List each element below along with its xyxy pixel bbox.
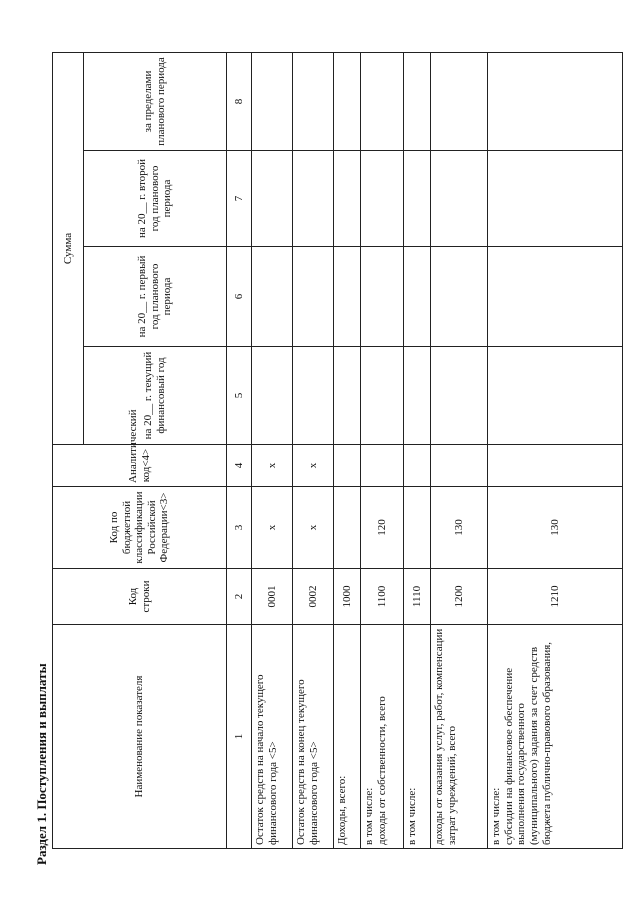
sum-cell — [488, 247, 623, 347]
row-code: 1200 — [431, 569, 488, 625]
sum-cell — [488, 151, 623, 247]
budget-code: x — [293, 487, 334, 569]
section-title: Раздел 1. Поступления и выплаты — [34, 663, 49, 865]
sum-cell — [293, 247, 334, 347]
col-number: 3 — [227, 487, 252, 569]
col-number: 6 — [227, 247, 252, 347]
sum-cell — [252, 52, 293, 150]
sum-cell — [293, 151, 334, 247]
table-row — [361, 52, 404, 848]
budget-code — [334, 487, 361, 569]
row-code: 1100 — [361, 569, 404, 625]
indicator-name: доходы от оказания услуг, работ, компенсации затрат учреждений, всего — [431, 625, 488, 849]
sum-cell — [334, 52, 361, 150]
sum-cell — [404, 247, 431, 347]
indicator-name: в том числе: субсидии на финансовое обеспечение выполнения государственного (муниципального) задания за счет средств бюджета публично-правового образования, — [488, 625, 623, 849]
indicator-name: Остаток средств на начало текущего финансового года <5> — [252, 625, 293, 849]
col-number: 8 — [227, 52, 252, 150]
budget-code: 130 — [431, 487, 488, 569]
row-code: 0001 — [252, 569, 293, 625]
table-row — [431, 52, 488, 848]
analytic-code — [404, 445, 431, 487]
header-sum-second-plan-year: на 20__ г. второй год планового периода — [84, 151, 227, 247]
receipts-payments-table — [52, 52, 623, 849]
header-analytical-code: Аналитический код<4> — [53, 445, 227, 487]
analytic-code — [361, 445, 404, 487]
header-budget-classification-code: Код по бюджетной классификации Российской Федерации<3> — [53, 487, 227, 569]
sum-cell — [488, 52, 623, 150]
sum-cell — [488, 347, 623, 445]
row-code: 0002 — [293, 569, 334, 625]
analytic-code — [488, 445, 623, 487]
indicator-name: Доходы, всего: — [334, 625, 361, 849]
header-sum-first-plan-year: на 20__ г. первый год планового периода — [84, 247, 227, 347]
header-row-code: Код строки — [53, 569, 227, 625]
sum-cell — [252, 151, 293, 247]
sum-cell — [431, 151, 488, 247]
sum-cell — [361, 347, 404, 445]
sum-cell — [361, 151, 404, 247]
indicator-name: в том числе: — [404, 625, 431, 849]
sum-cell — [252, 247, 293, 347]
sum-cell — [293, 347, 334, 445]
header-sum: Сумма — [53, 52, 84, 444]
sum-cell — [361, 52, 404, 150]
col-number: 5 — [227, 347, 252, 445]
col-number: 1 — [227, 625, 252, 849]
sum-cell — [252, 347, 293, 445]
sum-cell — [361, 247, 404, 347]
table-row — [488, 52, 623, 848]
budget-code: 130 — [488, 487, 623, 569]
sum-cell — [404, 347, 431, 445]
table-row — [293, 52, 334, 848]
indicator-name: Остаток средств на конец текущего финансового года <5> — [293, 625, 334, 849]
sum-cell — [431, 52, 488, 150]
analytic-code: x — [293, 445, 334, 487]
sum-cell — [293, 52, 334, 150]
table-row — [404, 52, 431, 848]
row-code: 1110 — [404, 569, 431, 625]
row-code: 1000 — [334, 569, 361, 625]
row-code: 1210 — [488, 569, 623, 625]
sum-cell — [334, 247, 361, 347]
indicator-name: в том числе: доходы от собственности, всего — [361, 625, 404, 849]
budget-code: x — [252, 487, 293, 569]
analytic-code — [334, 445, 361, 487]
sum-cell — [431, 347, 488, 445]
budget-code: 120 — [361, 487, 404, 569]
analytic-code — [431, 445, 488, 487]
table-row — [252, 52, 293, 848]
sum-cell — [334, 347, 361, 445]
header-sum-beyond-plan: за пределами планового периода — [84, 52, 227, 150]
analytic-code: x — [252, 445, 293, 487]
sum-cell — [431, 247, 488, 347]
sum-cell — [334, 151, 361, 247]
col-number: 4 — [227, 445, 252, 487]
sum-cell — [404, 151, 431, 247]
table-row — [334, 52, 361, 848]
sum-cell — [404, 52, 431, 150]
header-indicator-name: Наименование показателя — [53, 625, 227, 849]
header-sum-current-year: на 20__ г. текущий финансовый год — [84, 347, 227, 445]
col-number: 2 — [227, 569, 252, 625]
col-number: 7 — [227, 151, 252, 247]
budget-code — [404, 487, 431, 569]
